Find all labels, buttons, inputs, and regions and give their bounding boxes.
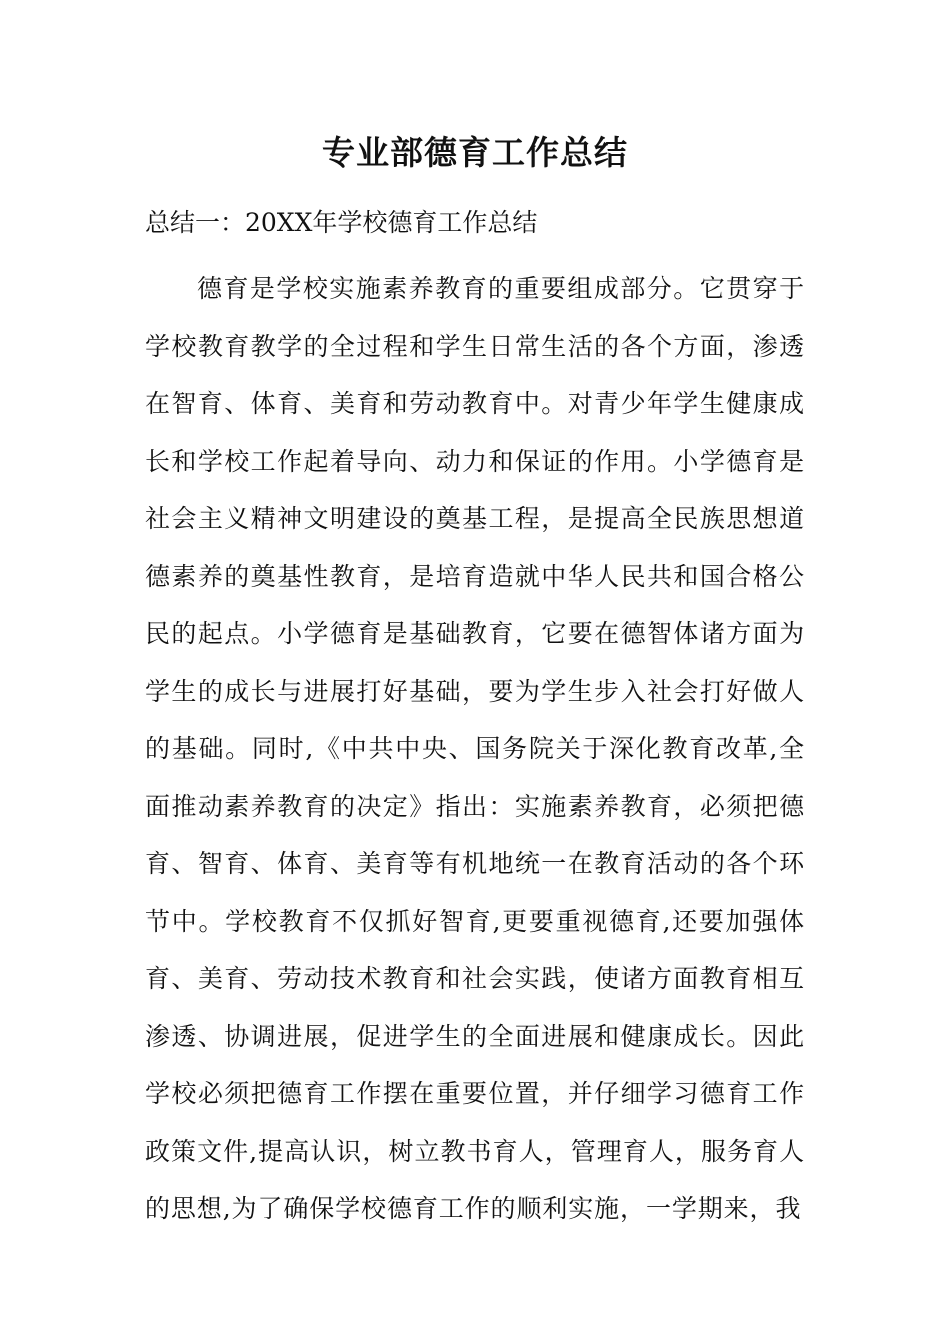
body-paragraph: 德育是学校实施素养教育的重要组成部分。它贯穿于学校教育教学的全过程和学生日常生活的各个方面，渗透在智育、体育、美育和劳动教育中。对青少年学生健康成长和学校工作起着导向、动力和保证的作用。小学德育是社会主义精神文明建设的奠基工程，是提高全民族思想道德素养的奠基性教育，是培育造就中华人民共和国合格公民的起点。小学德育是基础教育，它要在德智体诸方面为学生的成长与进展打好基础，要为学生步入社会打好做人的基础。同时,《中共中央、国务院关于深化教育改革,全面推动素养教育的决定》指出：实施素养教育，必须把德育、智育、体育、美育等有机地统一在教育活动的各个环节中。学校教育不仅抓好智育,更要重视德育,还要加强体育、美育、劳动技术教育和社会实践，使诸方面教育相互渗透、协调进展，促进学生的全面进展和健康成长。因此学校必须把德育工作摆在重要位置，并仔细学习德育工作政策文件,提高认识，树立教书育人，管理育人，服务育人的思想,为了确保学校德育工作的顺利实施，一学期来，我 (145, 274, 805, 1223)
document-title: 专业部德育工作总结 (322, 133, 628, 172)
section-heading: 总结一：20XX年学校德育工作总结 (145, 208, 538, 237)
